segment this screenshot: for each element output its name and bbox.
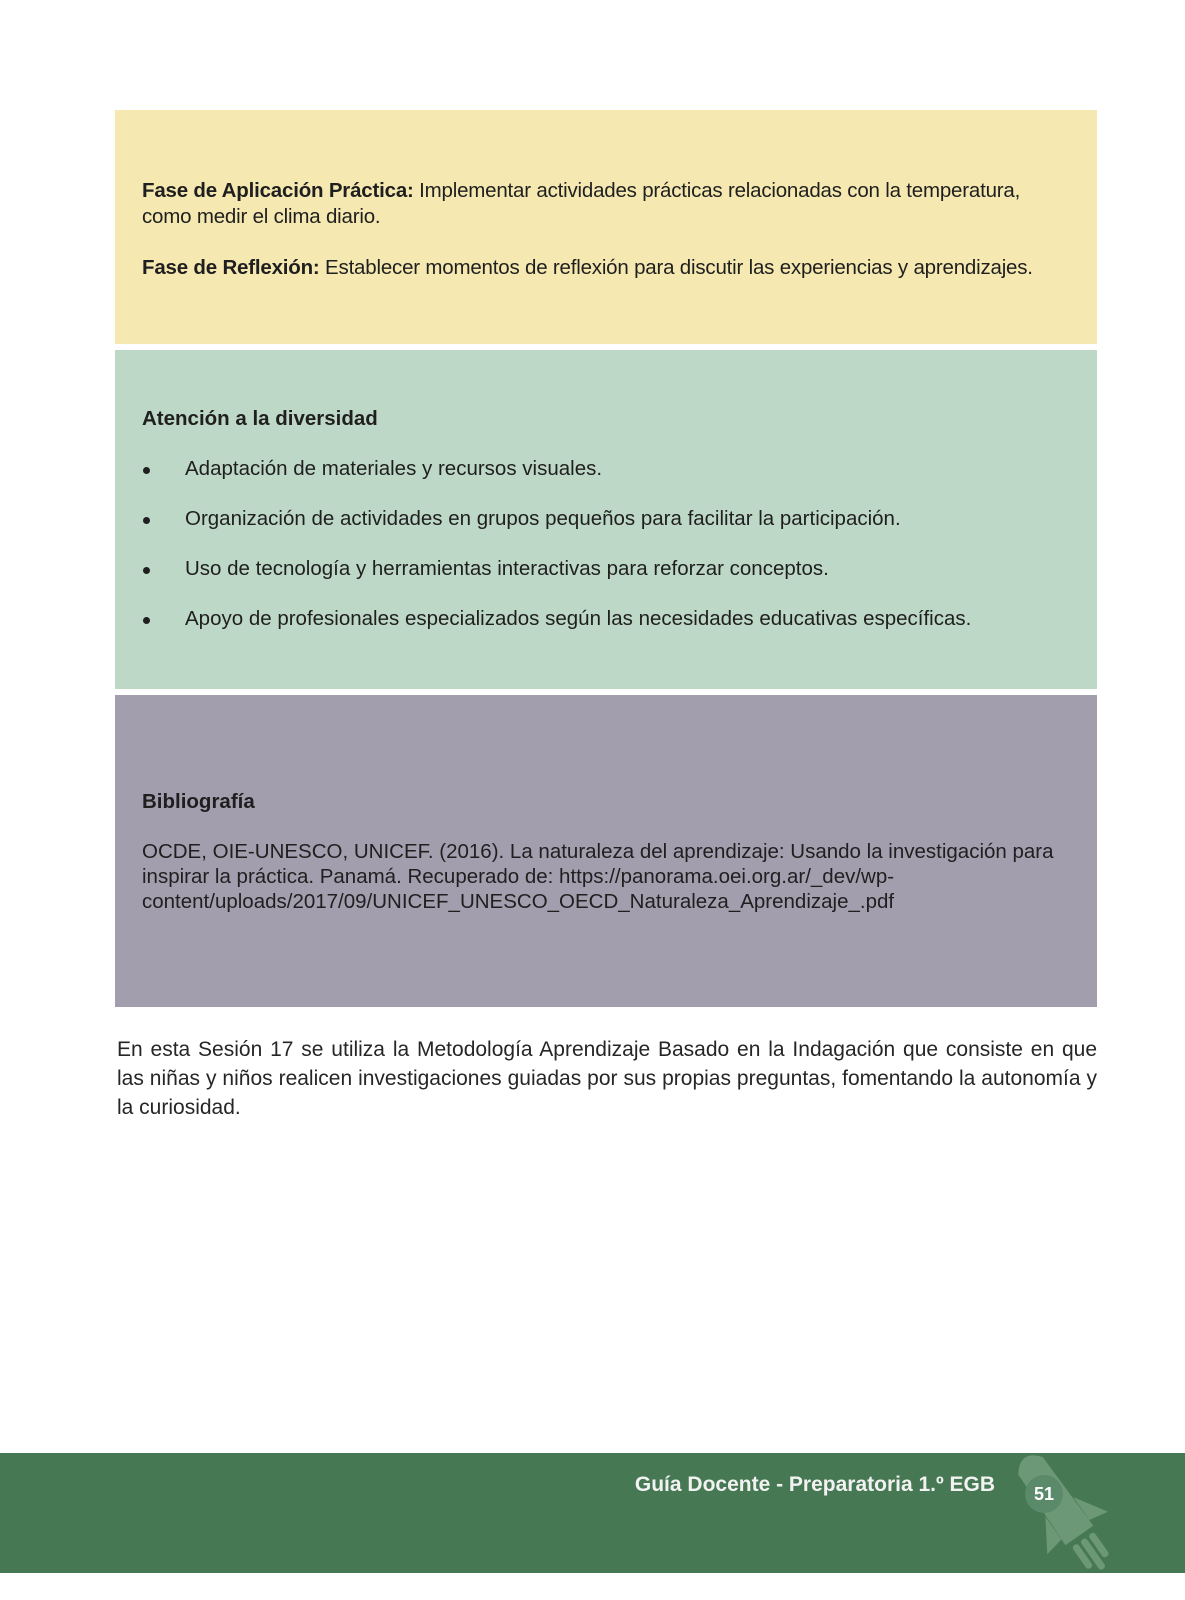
list-item	[142, 456, 1070, 482]
list-item-text: Uso de tecnología y herramientas interactivas para reforzar conceptos.	[185, 557, 829, 580]
bibliography-heading: Bibliografía	[142, 790, 255, 813]
reflexion-paragraph	[142, 255, 1070, 281]
session-description: En esta Sesión 17 se utiliza la Metodología Aprendizaje Basado en la Indagación que consiste en que las niñas y niños realicen investigaciones guiadas por sus propias preguntas, fomentando la autonomía y la curiosidad.	[117, 1038, 1097, 1119]
list-item	[142, 606, 1070, 632]
bullet-icon	[143, 517, 150, 524]
page-number: 51	[1025, 1475, 1063, 1513]
bullet-icon	[143, 617, 150, 624]
bullet-icon	[143, 467, 150, 474]
bibliography-box	[115, 695, 1097, 1007]
diversity-list	[142, 456, 1070, 632]
reflexion-text: Establecer momentos de reflexión para discutir las experiencias y aprendizajes.	[319, 256, 1033, 279]
practica-text: Implementar actividades prácticas relacionadas con la temperatura, como medir el clima diario.	[142, 179, 1021, 228]
diversity-box	[115, 350, 1097, 689]
list-item-text: Organización de actividades en grupos pequeños para facilitar la participación.	[185, 507, 901, 530]
practica-label: Fase de Aplicación Práctica:	[142, 179, 414, 202]
bibliography-text: OCDE, OIE-UNESCO, UNICEF. (2016). La naturaleza del aprendizaje: Usando la investigación para inspirar la práctica. Panamá. Recuperado de: https://panorama.oei.org.ar/_dev/wp-content/uploads/2017/09/UNICEF_UNESCO_OECD_Naturaleza_Aprendizaje_.pdf	[142, 840, 1054, 913]
bullet-icon	[143, 567, 150, 574]
practica-paragraph	[142, 178, 1070, 230]
list-item-text: Adaptación de materiales y recursos visuales.	[185, 457, 603, 480]
list-item-text: Apoyo de profesionales especializados según las necesidades educativas específicas.	[185, 607, 972, 630]
footer-title: Guía Docente - Preparatoria 1.º EGB	[634, 1473, 995, 1496]
rocket-icon	[990, 1453, 1140, 1573]
phases-box	[115, 110, 1097, 344]
reflexion-label: Fase de Reflexión:	[142, 256, 320, 279]
page-footer	[0, 1453, 1185, 1573]
diversity-heading: Atención a la diversidad	[142, 407, 378, 430]
list-item	[142, 556, 1070, 582]
list-item	[142, 506, 1070, 532]
